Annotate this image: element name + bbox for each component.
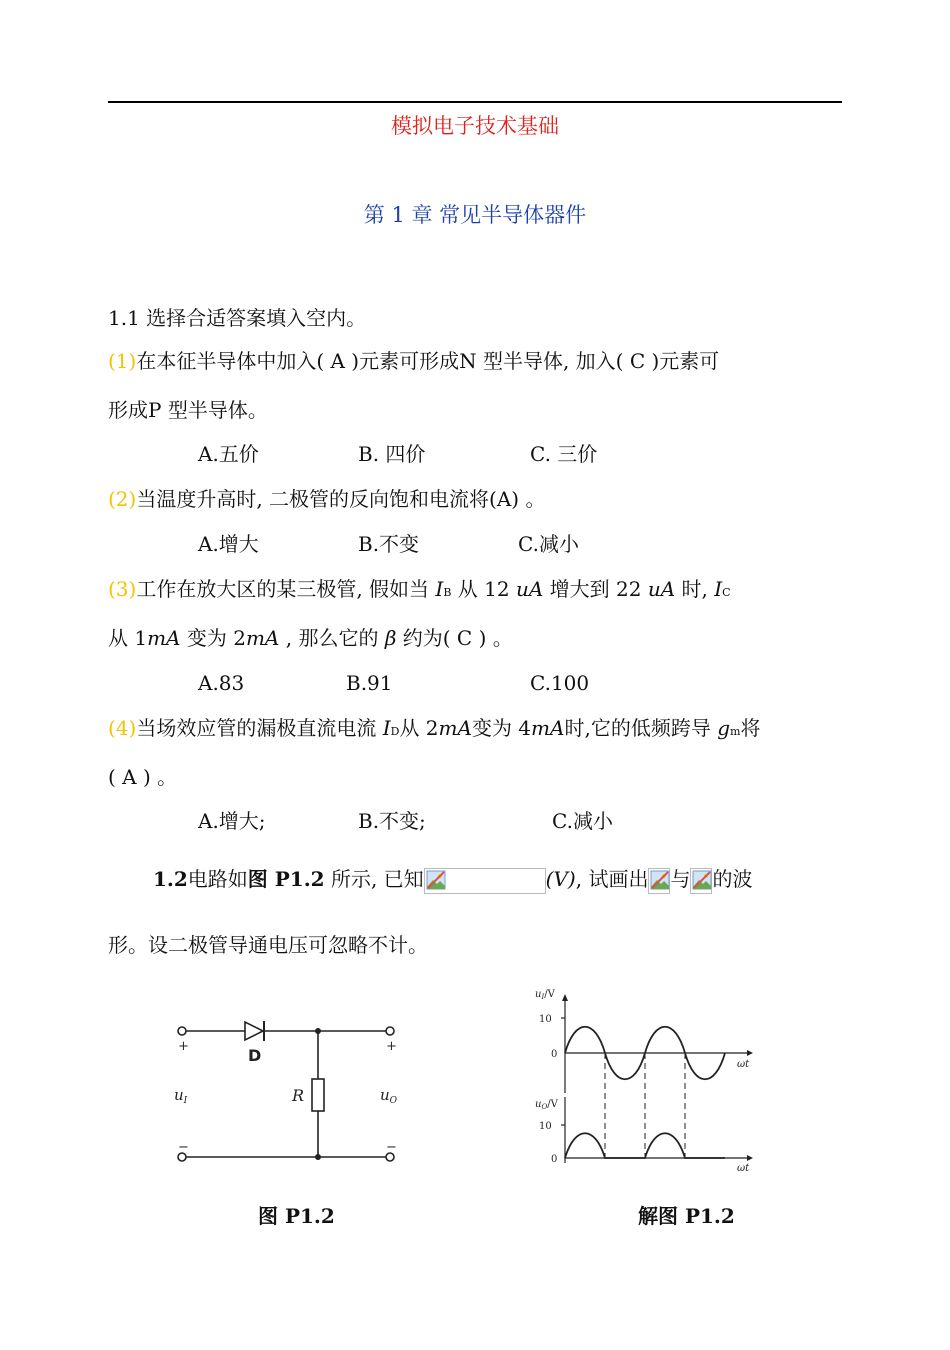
document-title: 模拟电子技术基础: [391, 114, 559, 138]
resistor: [312, 1079, 324, 1111]
option-a: A.五价: [198, 442, 259, 466]
question-1-2-line2: 形。设二极管导通电压可忽略不计。: [108, 933, 428, 957]
question-1-1-3-line1: (3)工作在放大区的某三极管, 假如当 IB 从 12 uA 增大到 22 uA 时, IC: [108, 577, 731, 601]
x-axis-label-top: ωt: [737, 1059, 750, 1070]
x-arrow-bottom: [747, 1155, 753, 1161]
figure-caption-circuit: 图 P1.2: [258, 1204, 335, 1228]
top-axis-label: $u_I/V$: [535, 989, 555, 1001]
question-1-1-heading: 1.1 选择合适答案填入空内。: [108, 306, 367, 330]
input-terminal-top: [178, 1027, 186, 1035]
question-1-1-3-line2: 从 1mA 变为 2mA , 那么它的 β 约为( C ) 。: [108, 626, 513, 650]
item-number: (2): [108, 487, 137, 511]
diode-symbol: [245, 1022, 263, 1040]
option-b: B.不变: [358, 532, 420, 556]
question-1-1-2: (2)当温度升高时, 二极管的反向饱和电流将(A) 。: [108, 487, 546, 511]
option-c: C. 三价: [530, 442, 598, 466]
y-arrow-top: [562, 994, 568, 1001]
diode-label: D: [248, 1046, 262, 1065]
broken-image-icon: [690, 868, 712, 894]
output-terminal-top: [386, 1027, 394, 1035]
broken-image-icon: [648, 868, 670, 894]
output-voltage-label: $u_O$: [380, 1086, 398, 1106]
plus-in: +: [178, 1039, 189, 1054]
tick-label: 0: [551, 1154, 558, 1165]
option-a: A.增大;: [198, 809, 266, 833]
option-b: B. 四价: [358, 442, 426, 466]
broken-image-icon: [424, 868, 546, 894]
minus-in: −: [178, 1140, 189, 1155]
minus-out: −: [386, 1140, 397, 1155]
plus-out: +: [386, 1039, 397, 1054]
question-1-1-4-line2: ( A ) 。: [108, 765, 178, 789]
junction-dot: [315, 1028, 321, 1034]
waveform-diagram: [525, 985, 765, 1175]
option-c: C.减小: [552, 809, 613, 833]
option-a: A.83: [198, 671, 245, 695]
x-arrow-top: [747, 1050, 753, 1056]
item-number: (3): [108, 577, 137, 601]
option-b: B.不变;: [358, 809, 426, 833]
option-a: A.增大: [198, 532, 259, 556]
circuit-diagram: [160, 1005, 420, 1175]
option-c: C.100: [530, 671, 590, 695]
question-1-1-4-line1: (4)当场效应管的漏极直流电流 ID从 2mA变为 4mA时,它的低频跨导 gm将: [108, 716, 761, 740]
tick-label: 10: [539, 1121, 552, 1132]
input-voltage-label: $u_I$: [174, 1086, 188, 1106]
option-c: C.减小: [518, 532, 579, 556]
question-1-1-1-line2: 形成P 型半导体。: [108, 398, 268, 422]
tick-label: 10: [539, 1014, 552, 1025]
bottom-axis-label: $u_O/V$: [535, 1099, 558, 1111]
tick-label: 0: [551, 1049, 558, 1060]
question-1-2-line1: 1.2电路如图 P1.2 所示, 已知 (V), 试画出 与 的波: [153, 866, 752, 894]
x-axis-label-bottom: ωt: [737, 1163, 750, 1174]
option-b: B.91: [346, 671, 393, 695]
junction-dot: [315, 1154, 321, 1160]
resistor-label: R: [292, 1086, 305, 1105]
chapter-heading: 第 1 章 常见半导体器件: [363, 203, 587, 227]
question-1-1-1-line1: (1)在本征半导体中加入( A )元素可形成N 型半导体, 加入( C )元素可: [108, 349, 720, 373]
figure-caption-waveform: 解图 P1.2: [638, 1204, 735, 1228]
item-number: (1): [108, 349, 137, 373]
header-rule: [108, 101, 842, 103]
item-number: (4): [108, 716, 137, 740]
